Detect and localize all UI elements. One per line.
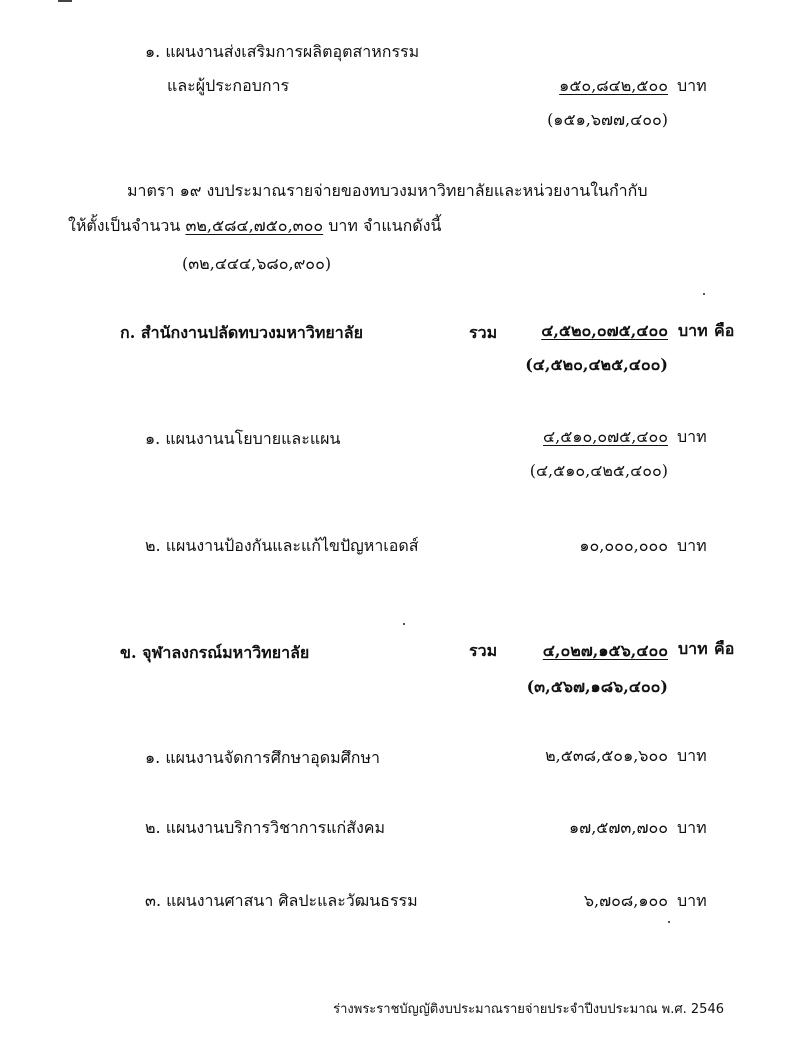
scan-speck bbox=[668, 921, 670, 923]
section-unit: บาท bbox=[678, 639, 708, 658]
section-amount: ๔,๐๒๗,๑๕๖,๔๐๐ bbox=[542, 641, 668, 660]
item-unit: บาท bbox=[677, 891, 707, 910]
item-amount: ๑๕๐,๘๔๒,๕๐๐ bbox=[559, 76, 668, 95]
item-label: ๒. แผนงานบริการวิชาการแก่สังคม bbox=[145, 818, 386, 837]
item-amount: ๖,๗๐๘,๑๐๐ bbox=[583, 891, 668, 910]
item-unit: บาท bbox=[677, 746, 707, 765]
article-line2 bbox=[68, 216, 441, 236]
section-prev-amount: (๓,๕๖๗,๑๘๖,๔๐๐) bbox=[526, 677, 668, 696]
item-unit: บาท bbox=[677, 427, 707, 446]
article-prev-amount: (๓๒,๔๔๔,๖๘๐,๙๐๐) bbox=[182, 254, 332, 273]
item-label: ๒. แผนงานป้องกันและแก้ไขปัญหาเอดส์ bbox=[145, 536, 419, 555]
section-unit: บาท bbox=[678, 321, 708, 340]
article-line2-pre: ให้ตั้งเป็นจำนวน bbox=[68, 216, 181, 235]
item-amount: ๔,๕๑๐,๐๗๕,๔๐๐ bbox=[543, 427, 668, 446]
section-suffix: คือ bbox=[714, 321, 735, 340]
item-label-line1: ๑. แผนงานส่งเสริมการผลิตอุตสาหกรรม bbox=[145, 42, 420, 61]
scan-mark bbox=[58, 0, 72, 2]
article-line1: มาตรา ๑๙ งบประมาณรายจ่ายของทบวงมหาวิทยาลัยและหน่วยงานในกำกับ bbox=[127, 181, 648, 200]
section-total-label: รวม bbox=[469, 323, 498, 342]
section-prev-amount: (๔,๕๒๐,๔๒๕,๔๐๐) bbox=[525, 355, 668, 374]
scan-speck bbox=[403, 623, 405, 625]
item-unit: บาท bbox=[677, 818, 707, 837]
section-amount: ๔,๕๒๐,๐๗๕,๔๐๐ bbox=[541, 321, 668, 340]
section-suffix: คือ bbox=[714, 639, 735, 658]
item-label: ๑. แผนงานจัดการศึกษาอุดมศึกษา bbox=[145, 748, 381, 767]
item-unit: บาท bbox=[677, 536, 707, 555]
page-footer: ร่างพระราชบัญญัติงบประมาณรายจ่ายประจำปีงบประมาณ พ.ศ. 2546 bbox=[333, 1002, 724, 1017]
item-unit: บาท bbox=[677, 76, 707, 95]
section-title: ก. สำนักงานปลัดทบวงมหาวิทยาลัย bbox=[120, 323, 363, 342]
section-title: ข. จุฬาลงกรณ์มหาวิทยาลัย bbox=[120, 643, 310, 662]
item-label: ๑. แผนงานนโยบายและแผน bbox=[145, 429, 341, 448]
article-total-amount: ๓๒,๕๘๔,๗๕๐,๓๐๐ bbox=[185, 216, 324, 235]
item-prev-amount: (๑๕๑,๖๗๗,๔๐๐) bbox=[547, 110, 668, 129]
item-prev-amount: (๔,๕๑๐,๔๒๕,๔๐๐) bbox=[529, 461, 668, 480]
item-amount: ๑๗,๕๗๓,๗๐๐ bbox=[569, 818, 668, 837]
scan-speck bbox=[703, 293, 705, 295]
section-total-label: รวม bbox=[469, 641, 498, 660]
item-amount: ๒,๕๓๘,๕๐๑,๖๐๐ bbox=[545, 746, 668, 765]
article-line2-post: บาท จำแนกดังนี้ bbox=[328, 216, 442, 235]
item-label: ๓. แผนงานศาสนา ศิลปะและวัฒนธรรม bbox=[145, 891, 418, 910]
item-amount: ๑๐,๐๐๐,๐๐๐ bbox=[579, 536, 668, 555]
item-label-line2: และผู้ประกอบการ bbox=[167, 76, 290, 95]
